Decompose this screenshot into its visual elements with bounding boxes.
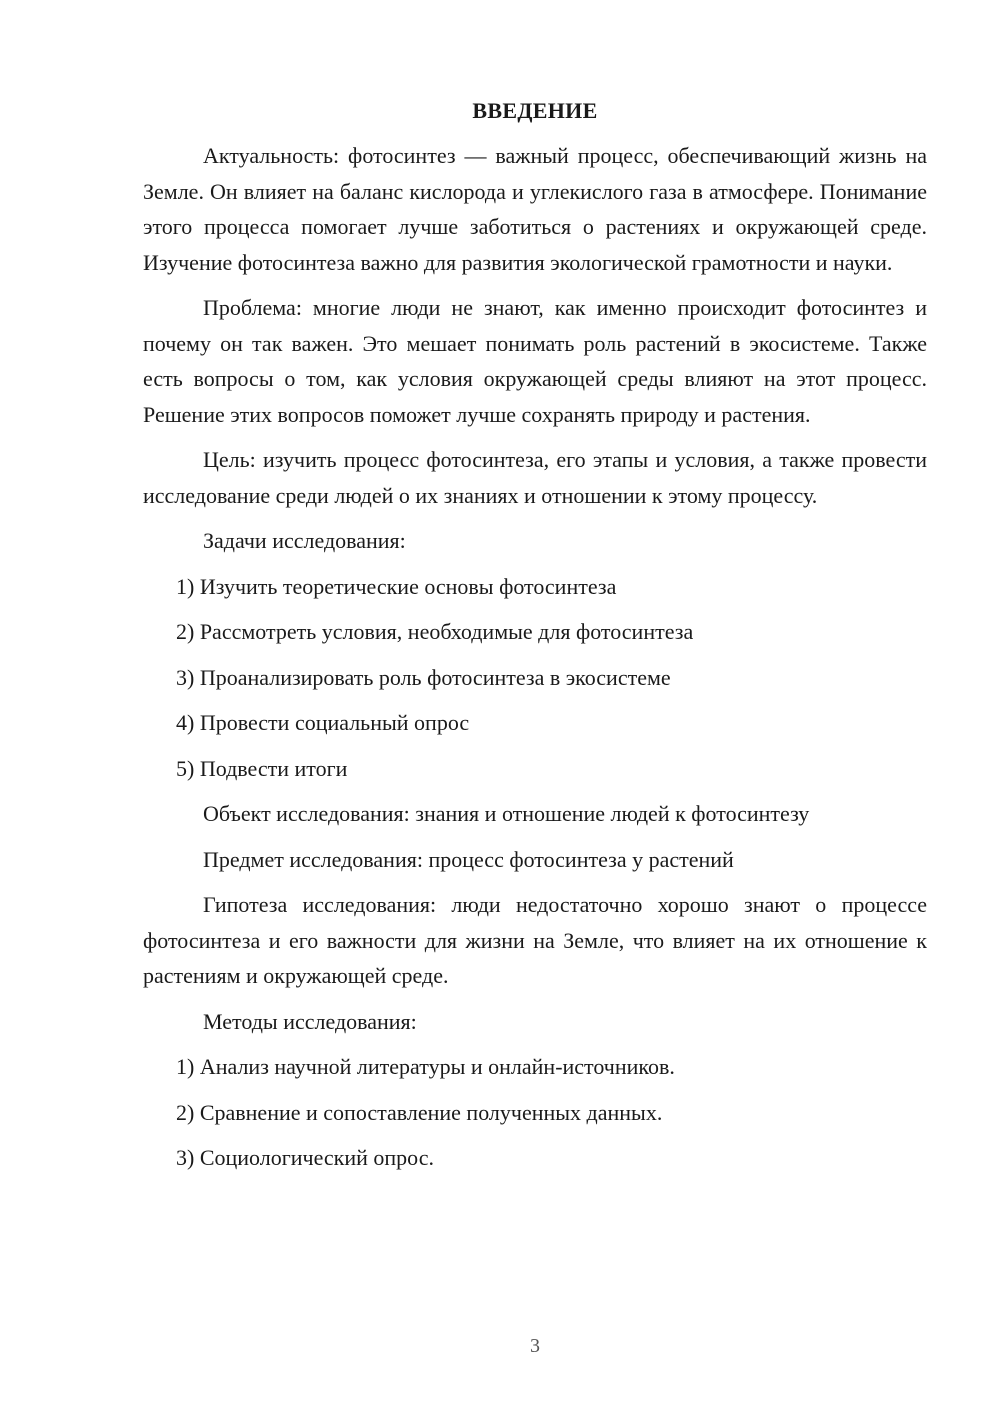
task-item: 4) Провести социальный опрос (176, 710, 470, 735)
relevance-paragraph: Актуальность: фотосинтез — важный процесс, обеспечивающий жизнь на Земле. Он влияет на баланс кислорода и углекислого газа в атмосфере. Понимание этого процесса помогает лучше заботиться о растениях и окружающей среде. Изучение фотосинтеза важно для развития экологической грамотности и науки. (143, 143, 927, 275)
task-item: 5) Подвести итоги (176, 755, 348, 781)
method-item: 1) Анализ научной литературы и онлайн-источников. (176, 1054, 675, 1079)
method-item: 3) Социологический опрос. (176, 1145, 434, 1170)
tasks-label: Задачи исследования: (203, 528, 406, 553)
problem-paragraph: Проблема: многие люди не знают, как именно происходит фотосинтез и почему он так важен. Это мешает понимать роль растений в экосистеме. Также есть вопросы о том, как условия окружающей среды влияют на этот процесс. Решение этих вопросов поможет лучше сохранять природу и растения. (143, 295, 927, 427)
methods-list (143, 1049, 927, 1176)
goal-paragraph: Цель: изучить процесс фотосинтеза, его этапы и условия, а также провести исследование среди людей о их знаниях и отношении к этому процессу. (143, 447, 927, 508)
page-number: 3 (530, 1335, 540, 1357)
section-title: ВВЕДЕНИЕ (472, 98, 598, 123)
tasks-list (143, 569, 927, 787)
page-content (143, 96, 927, 1186)
task-item: 1) Изучить теоретические основы фотосинтеза (176, 573, 617, 599)
object-line: Объект исследования: знания и отношение людей к фотосинтезу (203, 801, 810, 826)
methods-label: Методы исследования: (203, 1008, 417, 1034)
method-item: 2) Сравнение и сопоставление полученных данных. (176, 1099, 663, 1125)
hypothesis-paragraph: Гипотеза исследования: люди недостаточно хорошо знают о процессе фотосинтеза и его важности для жизни на Земле, что влияет на их отношение к растениям и окружающей среде. (143, 892, 927, 988)
task-item: 3) Проанализировать роль фотосинтеза в экосистеме (176, 664, 671, 690)
task-item: 2) Рассмотреть условия, необходимые для фотосинтеза (176, 619, 694, 644)
subject-line: Предмет исследования: процесс фотосинтеза у растений (203, 846, 734, 872)
